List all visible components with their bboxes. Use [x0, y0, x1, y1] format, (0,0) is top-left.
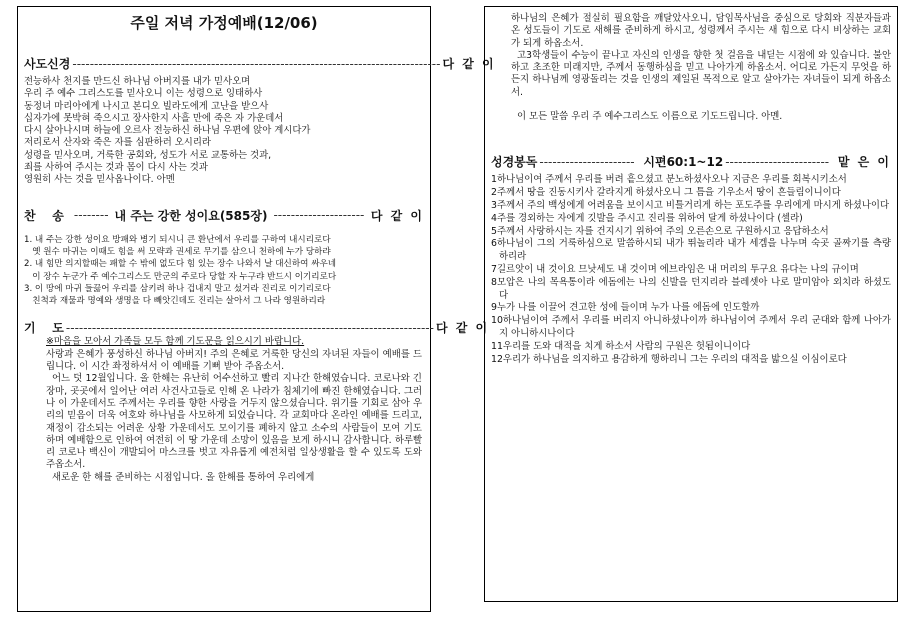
prayer-closing: 이 모든 말씀 우리 주 예수그리스도 이름으로 기도드립니다. 아멘.: [517, 111, 783, 123]
bible-verse: 6하나님이 그의 거룩하심으로 말씀하시되 내가 뛰놀리라 내가 세겜을 나누며 숙곳 골짜기를 측량하리라: [491, 238, 891, 263]
bible-verse: 3주께서 주의 백성에게 어려움을 보이시고 비틀거리게 하는 포도주를 우리에게 마시게 하셨나이다: [491, 199, 890, 211]
bible-verse: 2주께서 땅을 진동시키사 갈라지게 하셨사오니 그 틈을 기우소서 땅이 흔들림이니이다: [491, 187, 841, 199]
creed-line: 우리 주 예수 그리스도를 믿사오니 이는 성령으로 잉태하사: [24, 88, 263, 100]
reading-dash-left: ----------------------: [539, 154, 635, 169]
hymn-line: 친척과 재물과 명예와 생명을 다 빼앗긴데도 진리는 살아서 그 나라 영원하리라: [24, 296, 326, 307]
prayer-dash-line: -------------------------------------------------------------------------------------: [65, 320, 434, 335]
hymn-heading-right: 다 같 이: [370, 208, 424, 223]
creed-line: 죄를 사하여 주시는 것과 몸이 다시 사는 것과: [24, 162, 208, 174]
left-column: [17, 6, 496, 612]
hymn-heading: [24, 207, 424, 224]
creed-text: [24, 76, 424, 187]
bible-verse: 9누가 나를 이끌어 견고한 성에 들이며 누가 나를 에돔에 인도할까: [491, 302, 760, 314]
hymn-line: 옛 원수 마귀는 이때도 힘을 써 모략과 권세로 무기를 삼으니 천하에 누가 당하랴: [24, 246, 331, 257]
reading-heading-label: 성경봉독: [491, 155, 538, 170]
prayer-continued: [485, 7, 897, 123]
reading-heading-right: 맡 은 이: [837, 155, 891, 170]
creed-line: 영원히 사는 것을 믿사옵나이다. 아멘: [24, 174, 175, 186]
bible-verse: 11우리를 도와 대적을 치게 하소서 사람의 구원은 헛됨이니이다: [491, 340, 751, 352]
bible-verse: 8모압은 나의 목욕통이라 에돔에는 나의 신발을 던지리라 블레셋아 나로 말미암아 외치라 하셨도다: [491, 276, 891, 301]
hymn-title: 내 주는 강한 성이요(585장): [114, 208, 268, 223]
creed-line: 다시 살아나시며 하늘에 오르사 전능하신 하나님 우편에 앉아 계시다가: [24, 125, 311, 137]
hymn-dash-left: --------: [73, 208, 109, 223]
reading-dash-right: ------------------------: [725, 154, 830, 169]
reading-heading: [491, 153, 891, 170]
hymn-lyrics: [24, 234, 424, 308]
creed-line: 동정녀 마리아에게 나시고 본디오 빌라도에게 고난을 받으사: [24, 100, 269, 112]
prayer-paragraph: 어느 덧 12월입니다. 올 한해는 유난히 어수선하고 빨리 지나간 한해였습니다. 코로나와 긴 장마, 곳곳에서 일어난 여러 사건사고들로 인해 온 나라가 침체기에 빠진 한해였습니다. 그러나 이 가운데서도 주께서는 우리를 향한 사랑을 거두지 않으셨습니다. 위기를 기회로 삼아 우리의 믿음이 더욱 여호와 하나님을 사모하게 되었습니다. 각 교회마다 온라인 예배를 드리고, 재정이 감소되는 어려운 상황 가운데서도 모이기를 폐하지 않고 소수의 사람들이 모여 기도하며 예배함으로 인하여 여전히 이 땅 가운데 소망이 있음을 보게 하시니 감사합니다. 하루빨리 코로나 백신이 개발되어 마스크를 벗고 자유롭게 예전처럼 일상생활을 할 수 있도록 도와 주옵소서.: [46, 373, 422, 471]
creed-dash-line: -------------------------------------------------------------------------------------: [72, 56, 441, 71]
prayer-heading-right: 다 같 이: [435, 321, 490, 336]
creed-line: 저리로서 산자와 죽은 자를 심판하러 오시리라: [24, 137, 211, 149]
creed-line: 성령을 믿사오며, 거룩한 공회와, 성도가 서로 교통하는 것과,: [24, 149, 272, 161]
bible-verse: 1하나님이여 주께서 우리를 버려 흩으셨고 분노하셨사오나 지금은 우리를 회복시키소서: [491, 174, 847, 186]
hymn-line: 2. 내 힘만 의지할때는 패할 수 밖에 없도다 힘 있는 장수 나와서 날 대신하여 싸우네: [24, 259, 337, 270]
hymn-dash-right: ---------------------: [273, 208, 365, 223]
bible-verse: 5주께서 사랑하시는 자를 건지시기 위하여 주의 오른손으로 구원하시고 응답하소서: [491, 225, 829, 237]
hymn-line: 이 장수 누군가 주 예수그리스도 만군의 주로다 당할 자 누구랴 반드시 이기리로다: [24, 271, 337, 282]
creed-heading-right: 다 같 이: [442, 57, 496, 71]
prayer-heading: [24, 319, 490, 336]
prayer-paragraph: 하나님의 은혜가 절실히 필요함을 깨달았사오니, 담임목사님을 중심으로 당회와 직분자들과 온 성도들이 기도로 새해를 준비하게 하시고, 성령께서 주시는 새 힘으로 다시 비상하는 교회가 되게 하옵소서.: [511, 13, 891, 49]
prayer-paragraph: 새로운 한 해를 준비하는 시점입니다. 올 한해를 통하여 우리에게: [52, 471, 315, 483]
bible-verses: [491, 174, 891, 366]
bible-verse: 12우리가 하나님을 의지하고 용감하게 행하리니 그는 우리의 대적을 밟으실 이심이로다: [491, 353, 847, 365]
creed-line: 전능하사 천지를 만드신 하나님 아버지를 내가 믿사오며: [24, 76, 251, 87]
creed-heading-label: 사도신경: [24, 57, 71, 71]
right-column: [484, 6, 898, 602]
reading-passage: 시편60:1~12: [643, 155, 724, 170]
prayer-note: ※마음을 모아서 가족들 모두 함께 기도문을 읽으시기 바랍니다.: [46, 336, 305, 348]
hymn-line: 1. 내 주는 강한 성이요 방패와 병기 되시니 큰 환난에서 우리를 구하여 내시리로다: [24, 234, 331, 245]
hymn-line: 3. 이 땅에 마귀 들끓어 우리를 삼키려 하나 겁내지 말고 섰거라 진리로 이기리로다: [24, 283, 331, 294]
prayer-paragraph: 고3학생들이 수능이 끝나고 자신의 인생을 향한 첫 걸음을 내딛는 시점에 와 있습니다. 불안하고 초조한 미래지만, 주께서 동행하심을 믿고 나아가게 하옵소서. 어디로 가든지 무엇을 하든지 하나님께 영광돌리는 것을 인생의 제일된 목적으로 알고 살아가는 자녀들이 되게 하옵소서.: [511, 49, 891, 98]
bible-verse: 4주를 경외하는 자에게 깃발을 주시고 진리를 위하여 달게 하셨나이다 (셀라): [491, 212, 803, 224]
creed-heading: [24, 55, 496, 72]
page-title: 주일 저녁 가정예배(12/06): [130, 14, 318, 32]
creed-line: 십자가에 못박혀 죽으시고 장사한지 사흘 만에 죽은 자 가운데서: [24, 112, 284, 124]
bible-verse: 10하나님이여 주께서 우리를 버리지 아니하셨나이까 하나님이여 주께서 우리 군대와 함께 나아가지 아니하시나이다: [491, 315, 891, 339]
bible-verse: 7길르앗이 내 것이요 므낫세도 내 것이며 에브라임은 내 머리의 투구요 유다는 나의 규이며: [491, 263, 859, 275]
prayer-body: [24, 336, 424, 484]
prayer-heading-label: 기 도: [24, 321, 64, 336]
hymn-heading-label: 찬 송: [24, 208, 64, 223]
prayer-paragraph: 사랑과 은혜가 풍성하신 하나님 아버지! 주의 은혜로 거룩한 당신의 자녀된 자들이 예배를 드립니다. 이 시간 좌정하셔서 이 예배를 기뻐 받아 주옵소서.: [46, 348, 422, 373]
